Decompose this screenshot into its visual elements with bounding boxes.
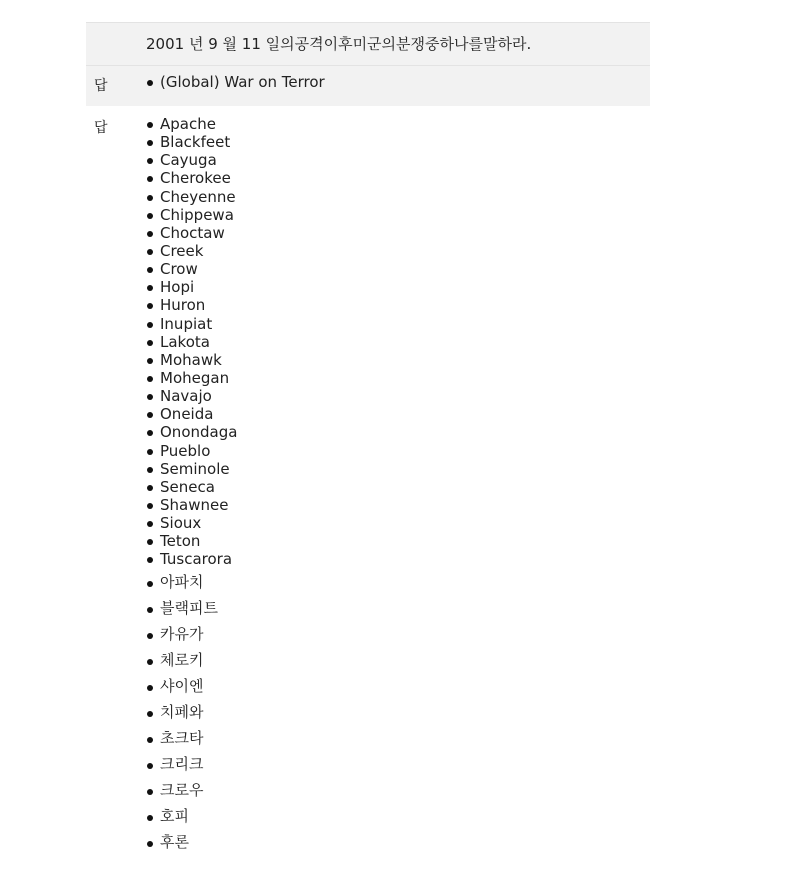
- question-text: 2001 년 9 월 11 일의공격이후미군의분쟁중하나를말하라.: [146, 35, 532, 53]
- list-item: Navajo: [146, 387, 650, 405]
- list-item: Pueblo: [146, 442, 650, 460]
- list-item: Creek: [146, 242, 650, 260]
- list-item: 호피: [146, 803, 650, 829]
- list-item: Inupiat: [146, 315, 650, 333]
- list-item: Chippewa: [146, 206, 650, 224]
- list-item: 크리크: [146, 751, 650, 777]
- list-item: Lakota: [146, 333, 650, 351]
- list-item: Crow: [146, 260, 650, 278]
- answer-cell-1: [146, 73, 650, 91]
- list-item: Cayuga: [146, 151, 650, 169]
- list-item: 크로우: [146, 777, 650, 803]
- list-item: Onondaga: [146, 423, 650, 441]
- list-item: Cherokee: [146, 169, 650, 187]
- answer-row-1: [86, 66, 650, 106]
- list-item: Mohegan: [146, 369, 650, 387]
- list-item: Sioux: [146, 514, 650, 532]
- list-item: Seneca: [146, 478, 650, 496]
- question-row: [86, 22, 650, 66]
- list-item: Seminole: [146, 460, 650, 478]
- list-item: 초크타: [146, 725, 650, 751]
- answer-row-2: [86, 106, 650, 855]
- answer-cell-2: [146, 115, 650, 855]
- list-item: Apache: [146, 115, 650, 133]
- list-item: Choctaw: [146, 224, 650, 242]
- list-item: 후론: [146, 829, 650, 855]
- list-item: Oneida: [146, 405, 650, 423]
- qa-table: [86, 22, 650, 855]
- list-item: 블랙피트: [146, 595, 650, 621]
- answer-item: (Global) War on Terror: [146, 73, 650, 91]
- answer-list: [146, 115, 650, 855]
- list-item: Blackfeet: [146, 133, 650, 151]
- list-item: Mohawk: [146, 351, 650, 369]
- list-item: Cheyenne: [146, 188, 650, 206]
- list-item: Teton: [146, 532, 650, 550]
- list-item: Tuscarora: [146, 550, 650, 568]
- list-item: 체로키: [146, 647, 650, 673]
- list-item: 카유가: [146, 621, 650, 647]
- list-item: 아파치: [146, 569, 650, 595]
- list-item: Hopi: [146, 278, 650, 296]
- question-cell: [146, 35, 650, 53]
- list-item: 치페와: [146, 699, 650, 725]
- answer-label-2: 답: [94, 120, 108, 136]
- list-item: Huron: [146, 296, 650, 314]
- answer-label-1: 답: [94, 78, 108, 94]
- list-item: Shawnee: [146, 496, 650, 514]
- list-item: 샤이엔: [146, 673, 650, 699]
